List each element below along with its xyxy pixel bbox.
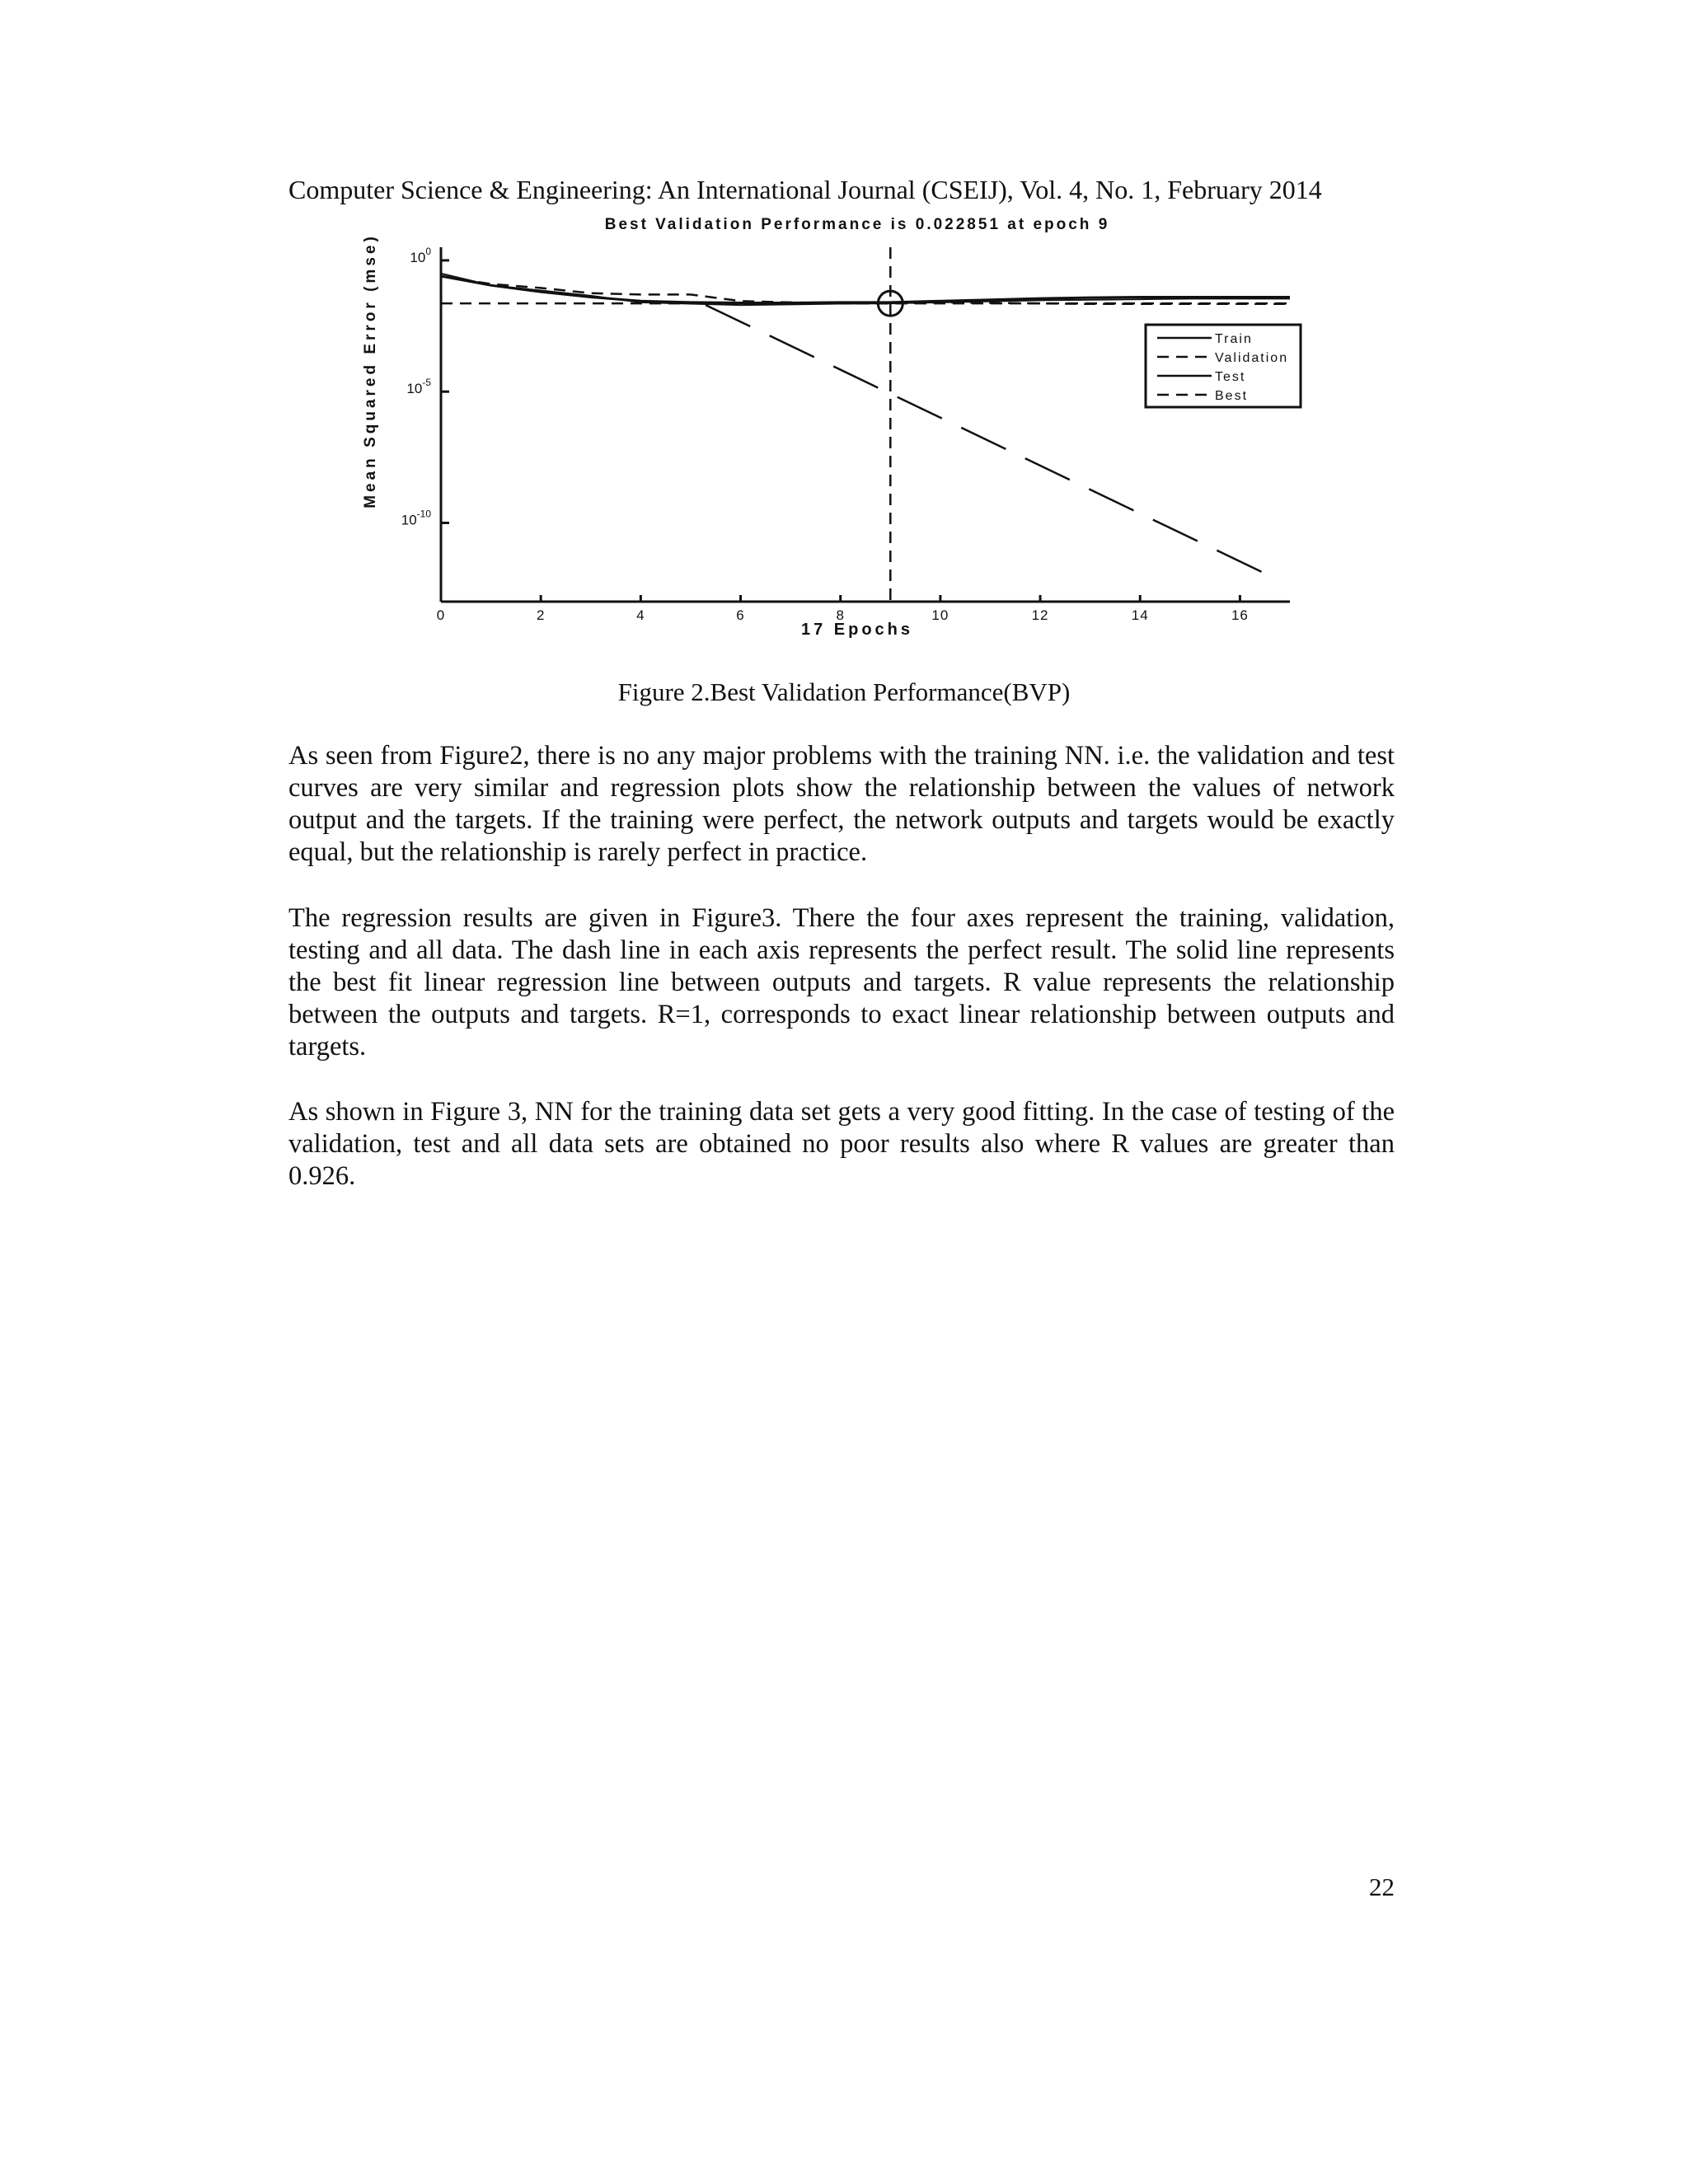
x-tick-label: 14 — [1131, 607, 1149, 623]
chart-axes — [441, 247, 1290, 602]
x-tick-label: 6 — [736, 607, 745, 623]
chart-svg — [354, 214, 1327, 659]
y-tick-label: $10^{-5}$ — [406, 377, 431, 397]
x-tick-label: 10 — [931, 607, 950, 623]
x-tick-label: 2 — [536, 607, 546, 623]
legend-label-test: Test — [1215, 370, 1246, 384]
paragraph-3: As shown in Figure 3, NN for the training data set gets a very good fitting. In the case of testing of the validation, test and all data sets are obtained no poor results also where R values are greater than 0.926. — [288, 1097, 1395, 1191]
journal-header: Computer Science & Engineering: An International Journal (CSEIJ), Vol. 4, No. 1, February 2014 — [288, 175, 1322, 204]
legend-label-train: Train — [1215, 332, 1253, 346]
x-tick-label: 16 — [1231, 607, 1249, 623]
figure-caption: Figure 2.Best Validation Performance(BVP) — [617, 677, 1071, 706]
page-number: 22 — [1369, 1872, 1395, 1901]
x-tick-label: 8 — [836, 607, 845, 623]
x-tick-label: 4 — [636, 607, 645, 623]
figure-2-chart — [354, 214, 1327, 659]
series-line-test — [441, 274, 1290, 305]
chart-legend — [1146, 325, 1301, 407]
paragraph-2: The regression results are given in Figure3. There the four axes represent the training, validation, testing and all data. The dash line in each axis represents the perfect result. The solid line represents the best fit linear regression line between outputs and targets. R value represents the relationship between the outputs and targets. R=1, corresponds to exact linear relationship between outputs and targets. — [288, 903, 1395, 1062]
y-tick-label: $10^0$ — [410, 245, 431, 265]
chart-y-axis-label: Mean Squared Error (mse) — [362, 233, 379, 509]
y-tick-label: $10^{-10}$ — [401, 508, 431, 528]
x-tick-label: 12 — [1031, 607, 1049, 623]
chart-title: Best Validation Performance is 0.022851 at epoch 9 — [604, 216, 1110, 233]
chart-series — [441, 247, 1290, 602]
x-tick-label: 0 — [436, 607, 446, 623]
legend-label-best: Best — [1215, 389, 1249, 403]
paragraph-1: As seen from Figure2, there is no any major problems with the training NN. i.e. the validation and test curves are very similar and regression plots show the relationship between the values of network output and the targets. If the training were perfect, the network outputs and targets would be exactly equal, but the relationship is rarely perfect in practice. — [288, 741, 1395, 867]
chart-x-axis-label: 17 Epochs — [800, 621, 914, 639]
legend-label-validation: Validation — [1215, 351, 1289, 365]
